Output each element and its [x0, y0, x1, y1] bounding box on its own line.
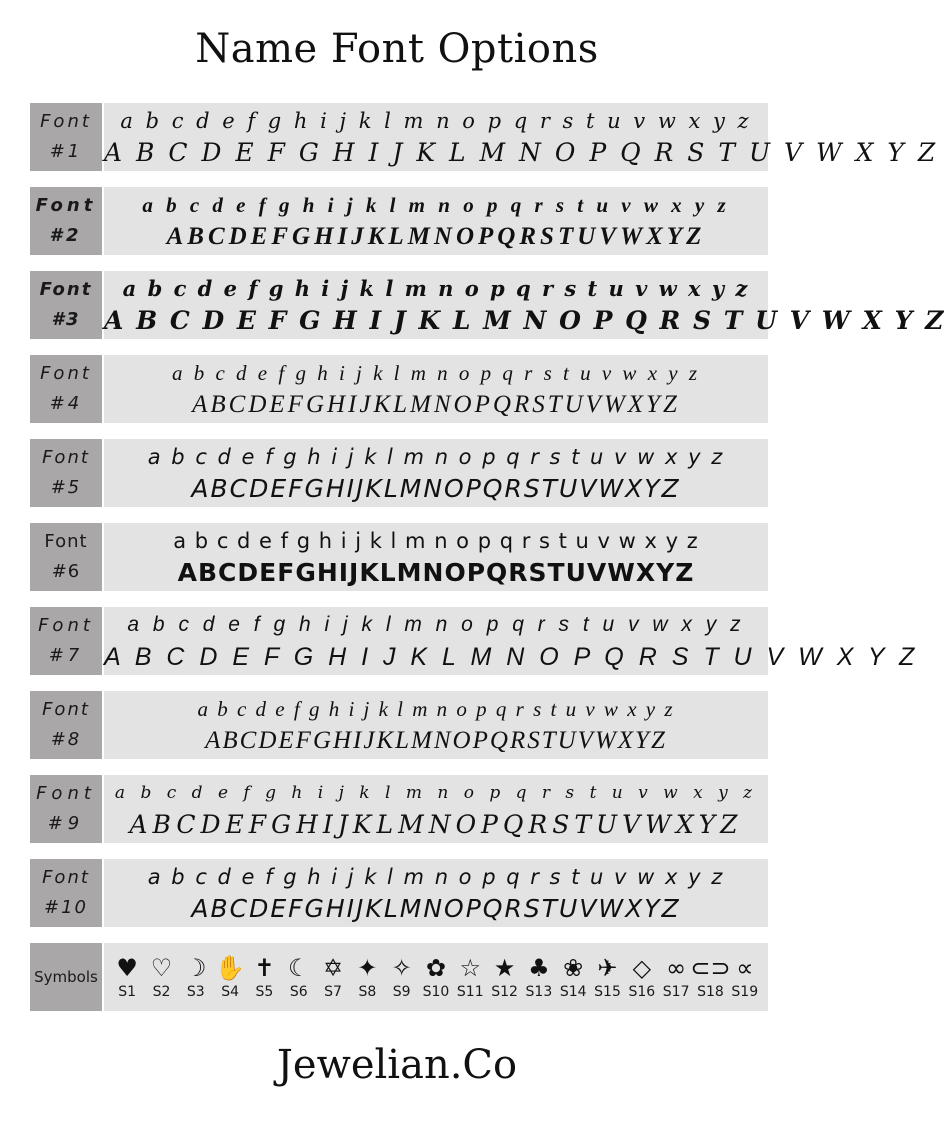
symbol-item — [386, 953, 418, 1001]
uppercase-sample: ABCDEFGHIJKLMNOPQRSTUVWXYZ — [177, 558, 695, 587]
symbol-item — [626, 953, 658, 1001]
symbol-code: S12 — [491, 984, 518, 1000]
hamsa-hand-icon: ✋ — [215, 954, 246, 982]
font-samples — [104, 775, 768, 843]
font-label — [30, 859, 102, 927]
font-row-2 — [30, 187, 768, 255]
symbol-item — [317, 953, 349, 1001]
symbol-code: S9 — [392, 984, 411, 1000]
symbol-code: S19 — [731, 984, 759, 1000]
font-label — [30, 691, 102, 759]
lowercase-sample: a b c d e f g h i j k l m n o p q r s t u v w x y z — [142, 193, 730, 217]
symbol-item — [592, 953, 624, 1001]
lowercase-sample: a b c d e f g h i j k l m n o p q r s t u v w x y z — [114, 783, 758, 803]
symbol-item — [248, 953, 280, 1001]
font-samples — [104, 607, 919, 675]
brand-footer: Jewelian.Co — [276, 1042, 518, 1088]
north-star-icon: ✦ — [357, 954, 378, 982]
star-of-david-icon: ✡ — [322, 954, 344, 982]
font-label-word: Font — [39, 279, 93, 300]
font-label-word: Font — [35, 195, 97, 216]
symbol-code: S5 — [255, 984, 274, 1000]
symbol-code: S3 — [186, 984, 205, 1000]
infinity-icon: ∞ — [666, 954, 687, 982]
symbol-code: S4 — [221, 984, 239, 1000]
symbol-code: S15 — [594, 984, 621, 1000]
symbol-item — [111, 953, 143, 1001]
symbol-item — [690, 953, 731, 1001]
lowercase-sample: a b c d e f g h i j k l m n o p q r s t u v w x y z — [127, 613, 745, 636]
lowercase-sample: a b c d e f g h i j k l m n o p q r s t u v w x y z — [147, 445, 725, 469]
uppercase-sample: ABCDEFGHIJKLMNOPQRSTUVWXYZ — [166, 223, 706, 250]
symbol-item — [729, 953, 761, 1001]
sparkle-star-icon: ✧ — [391, 954, 412, 982]
crescent-moon-icon: ☽ — [185, 954, 207, 982]
font-label — [30, 355, 102, 423]
font-label-number: #8 — [50, 729, 82, 750]
airplane-icon: ✈ — [597, 954, 618, 982]
uppercase-sample: A B C D E F G H I J K L M N O P Q R S T U V W X Y Z — [104, 643, 919, 671]
font-samples — [104, 271, 945, 339]
symbol-item — [351, 953, 383, 1001]
font-row-1 — [30, 103, 939, 171]
symbol-item — [557, 953, 589, 1001]
font-row-9 — [30, 775, 768, 843]
bone-icon: ⊂⊃ — [690, 954, 731, 982]
lowercase-sample: a b c d e f g h i j k l m n o p q r s t u v w x y z — [120, 109, 752, 133]
font-label-word: Font — [38, 615, 94, 636]
font-label-number: #5 — [50, 477, 82, 498]
lowercase-sample: a b c d e f g h i j k l m n o p q r s t u v w x y z — [147, 865, 725, 889]
font-label — [30, 775, 102, 843]
font-label-word: Font — [36, 783, 96, 804]
uppercase-sample: A B C D E F G H I J K L M N O P Q R S T U V W X Y Z — [104, 138, 939, 167]
fish-icon: ∝ — [736, 954, 754, 982]
symbol-code: S8 — [358, 984, 377, 1000]
font-label — [30, 271, 102, 339]
uppercase-sample: ABCDEFGHIJKLMNOPQRSTUVWXYZ — [191, 474, 681, 503]
font-label-word: Font — [40, 363, 92, 384]
font-row-7 — [30, 607, 919, 675]
symbol-code: S2 — [152, 984, 171, 1000]
symbol-item — [523, 953, 555, 1001]
font-label-number: #4 — [49, 393, 83, 414]
symbol-item — [489, 953, 521, 1001]
font-row-8 — [30, 691, 768, 759]
clover-icon: ♣ — [528, 954, 550, 982]
font-label-word: Font — [42, 699, 90, 720]
font-label-number: #7 — [48, 645, 84, 666]
font-label-word: Font — [42, 447, 90, 468]
symbol-code: S14 — [559, 984, 587, 1000]
uppercase-sample: ABCDEFGHIJKLMNOPQRSTUVWXYZ — [129, 810, 743, 839]
font-label-number: #2 — [49, 225, 83, 246]
symbol-code: S1 — [118, 984, 137, 1000]
symbol-item — [420, 953, 452, 1001]
diamond-icon: ◇ — [632, 954, 652, 982]
font-samples — [104, 355, 768, 423]
font-samples — [104, 859, 768, 927]
font-options-table — [30, 103, 945, 1011]
star-filled-icon: ★ — [493, 954, 516, 982]
font-samples — [104, 103, 939, 171]
font-label-word: Font — [44, 531, 88, 552]
font-label — [30, 103, 102, 171]
font-row-10 — [30, 859, 768, 927]
symbol-code: S11 — [456, 984, 484, 1000]
lotus-icon: ❀ — [563, 954, 584, 982]
lowercase-sample: a b c d e f g h i j k l m n o p q r s t u v w x y z — [171, 361, 701, 385]
font-label-number: #9 — [47, 813, 85, 834]
symbol-item — [283, 953, 315, 1001]
moon-icon: ☾ — [287, 954, 310, 982]
font-label-word: Font — [40, 111, 92, 132]
uppercase-sample: A B C D E F G H I J K L M N O P Q R S T U V W X Y Z — [104, 306, 945, 335]
lowercase-sample: a b c d e f g h i j k l m n o p q r s t u v w x y z — [122, 276, 750, 301]
flower-icon: ✿ — [425, 954, 447, 982]
symbol-code: S7 — [324, 984, 342, 1000]
cross-icon: ✝ — [254, 954, 275, 982]
font-samples — [104, 523, 768, 591]
font-row-3 — [30, 271, 945, 339]
symbol-item — [454, 953, 486, 1001]
symbol-code: S10 — [422, 984, 450, 1000]
star-outline-icon: ☆ — [459, 954, 482, 982]
symbol-item — [180, 953, 212, 1001]
lowercase-sample: a b c d e f g h i j k l m n o p q r s t u v w x y z — [173, 529, 699, 553]
font-samples — [104, 439, 768, 507]
symbol-code: S17 — [662, 984, 690, 1000]
symbol-item — [214, 953, 246, 1001]
page-title: Name Font Options — [195, 26, 599, 72]
heart-filled-icon: ♥ — [116, 954, 138, 982]
symbol-code: S16 — [628, 984, 656, 1000]
uppercase-sample: ABCDEFGHIJKLMNOPQRSTUVWXYZ — [205, 727, 667, 754]
symbol-code: S13 — [525, 984, 553, 1000]
font-label — [30, 187, 102, 255]
font-row-4 — [30, 355, 768, 423]
font-label-number: #1 — [49, 141, 83, 162]
symbol-item — [660, 953, 692, 1001]
symbols-row — [30, 943, 768, 1011]
font-label-word: Font — [42, 867, 90, 888]
font-label — [30, 607, 102, 675]
font-label — [30, 523, 102, 591]
symbol-code: S6 — [289, 984, 308, 1000]
font-samples — [104, 691, 768, 759]
symbol-item — [145, 953, 177, 1001]
font-label — [30, 439, 102, 507]
font-row-5 — [30, 439, 768, 507]
font-label-number: #10 — [44, 897, 88, 918]
font-label-number: #6 — [51, 561, 81, 582]
symbol-code: S18 — [697, 984, 724, 1000]
uppercase-sample: ABCDEFGHIJKLMNOPQRSTUVWXYZ — [191, 894, 681, 923]
font-label-number: #3 — [51, 309, 81, 330]
symbols-label: Symbols — [30, 943, 102, 1011]
lowercase-sample: a b c d e f g h i j k l m n o p q r s t u v w x y z — [197, 697, 675, 721]
font-row-6 — [30, 523, 768, 591]
heart-outline-icon: ♡ — [150, 954, 173, 982]
uppercase-sample: ABCDEFGHIJKLMNOPQRSTUVWXYZ — [192, 391, 680, 418]
font-samples — [104, 187, 768, 255]
symbols-list — [104, 943, 768, 1011]
